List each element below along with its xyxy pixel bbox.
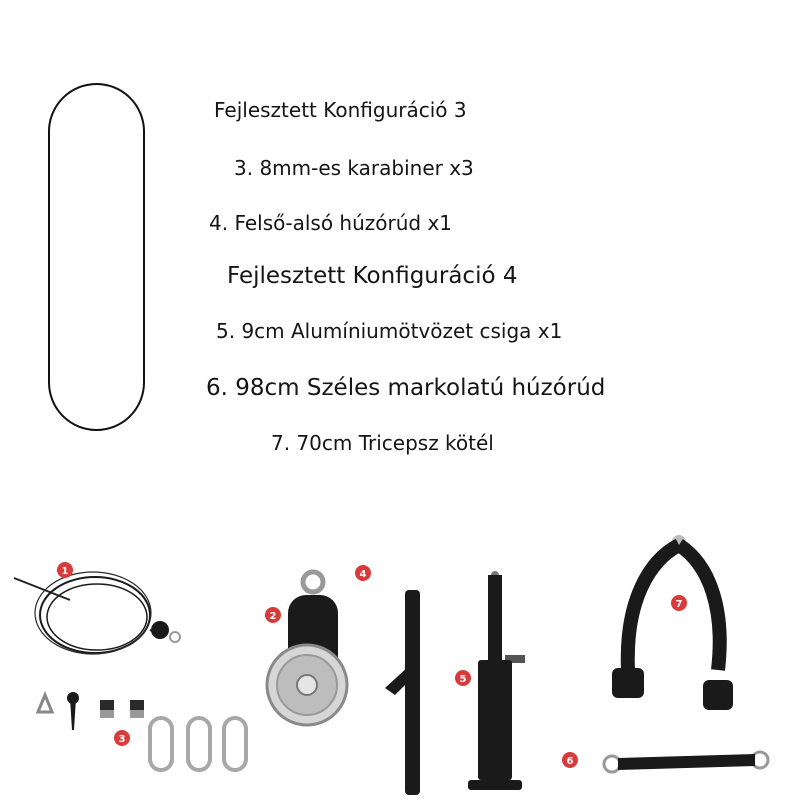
pulley bbox=[267, 572, 347, 725]
svg-text:7: 7 bbox=[675, 599, 683, 610]
carabiners bbox=[150, 718, 246, 770]
item-5-pulley: 5. 9cm Alumíniumötvözet csiga x1 bbox=[216, 319, 563, 343]
tricep-rope bbox=[612, 535, 733, 710]
item-6-wide-grip-bar: 6. 98cm Széles markolatú húzórúd bbox=[206, 375, 606, 401]
strap-handle bbox=[604, 752, 768, 772]
badge-1 bbox=[57, 562, 73, 578]
svg-text:2: 2 bbox=[269, 611, 277, 622]
config4-title: Fejlesztett Konfiguráció 4 bbox=[227, 263, 518, 289]
svg-text:3: 3 bbox=[118, 734, 126, 745]
svg-text:1: 1 bbox=[61, 566, 69, 577]
config3-title: Fejlesztett Konfiguráció 3 bbox=[214, 98, 467, 122]
svg-text:4: 4 bbox=[359, 569, 367, 580]
item-4-pulldown-bar: 4. Felső-alsó húzórúd x1 bbox=[209, 211, 453, 235]
blank-label-frame bbox=[48, 83, 145, 431]
badge-3 bbox=[114, 730, 130, 746]
badge-4 bbox=[355, 565, 371, 581]
loading-pin bbox=[468, 571, 525, 790]
item-3-carabiner: 3. 8mm-es karabiner x3 bbox=[234, 156, 474, 180]
small-hardware bbox=[38, 692, 144, 730]
svg-text:6: 6 bbox=[566, 756, 574, 767]
badge-6 bbox=[562, 752, 578, 768]
product-parts-illustration bbox=[0, 520, 800, 800]
badge-5 bbox=[455, 670, 471, 686]
svg-text:5: 5 bbox=[459, 674, 467, 685]
item-7-tricep-rope: 7. 70cm Tricepsz kötél bbox=[271, 431, 494, 455]
cable-with-ball bbox=[14, 572, 180, 654]
badge-2 bbox=[265, 607, 281, 623]
pull-down-bar bbox=[385, 590, 420, 795]
badge-7 bbox=[671, 595, 687, 611]
